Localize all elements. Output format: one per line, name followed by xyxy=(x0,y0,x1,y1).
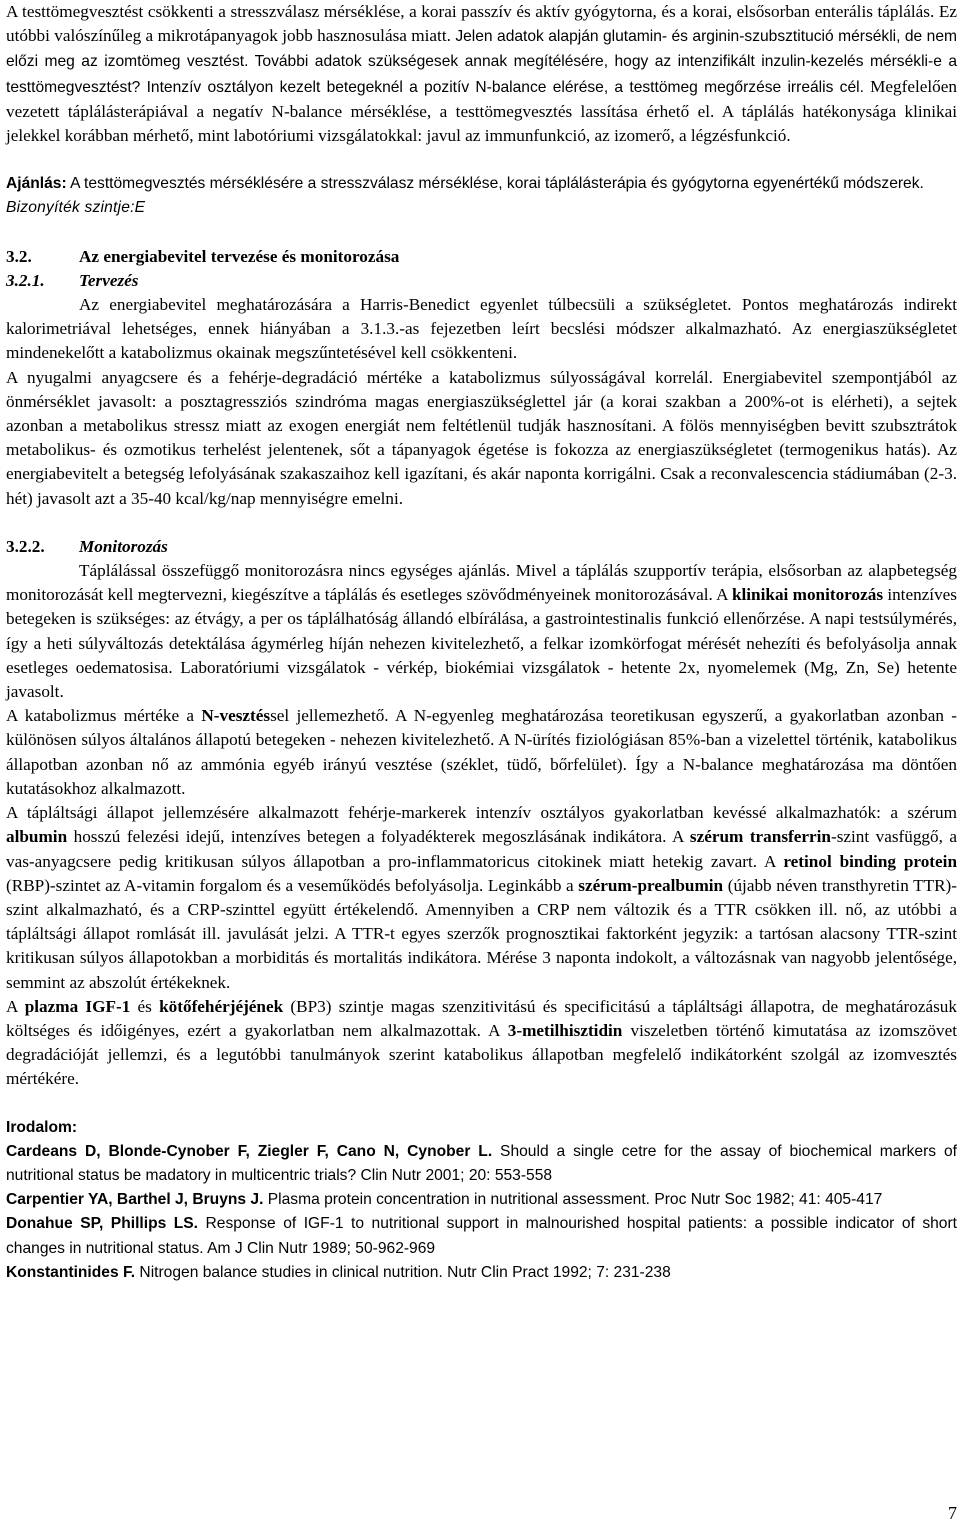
paragraph-planning-2: A nyugalmi anyagcsere és a fehérje-degradáció mértéke a katabolizmus súlyosságával korrelál. Energiabevitel szempontjából az önmérséklet javasolt: a posztagressziós szindróma magas energiaszükséglettel jár (a korai szakban a 200%-ot is elérheti), a sejtek azonban a metabolikus stressz miatt az exogen energiát nem feltétlenül tudják hasznosítani. A fölös mennyiségben bevitt szubsztrátok metabolikus- és ozmotikus terhelést jelentenek, sőt a tápanyagok égetése is fokozza az energiaszükségletet (termogenikus hatás). Az energiabevitelt a betegség lefolyásának szakaszaihoz kell igazítani, és akár naponta korrigálni. Csak a reconvalescencia stádiumában (2-3. hét) javasolt azt a 35-40 kcal/kg/nap mennyiségre emelni. xyxy=(6,367,957,508)
text-run: A xyxy=(6,996,25,1016)
text-run: (újabb néven transthyretin TTR)-szint alkalmazható, és a CRP-szinttel együtt értékelendő. Amennyiben a CRP nem változik és a TTR csökken ill. nő, az utóbbi a tápláltsági állapot romlását ill. javulását jelzi. A TTR-t egyes szerzők prognosztikai faktorként jegyzik: a tartósan alacsony TTR-szint kritikusan súlyos állapotokban a morbiditás és mortalitás indikátora. Mérése 3 naponta indokolt, a változásnak van nagyobb jelentősége, semmint az abszolút értékeknek. xyxy=(6,875,957,992)
text-run: Táplálással összefüggő monitorozásra nincs egységes ajánlás. Mivel a táplálás szupportív terápia, elsősorban az alapbetegség monitorozását kell megtervezni, kiegészítve a táplálás és esetleges szövődményeinek monitorozásával. A xyxy=(6,561,957,605)
text-run: A katabolizmus mértéke a xyxy=(6,706,202,726)
reference-text: Should a single cetre for the assay of biochemical markers of nutritional status be madatory in multicentric trials? Clin Nutr 2001; 20: 553-558 xyxy=(6,1142,957,1184)
bold-term: klinikai monitorozás xyxy=(731,585,884,605)
section-heading-3-2 xyxy=(6,245,957,269)
page-number: 7 xyxy=(948,1503,957,1523)
text-run: A tápláltsági állapot jellemzésére alkalmazott fehérje-markerek intenzív osztályos gyakorlatban kevéssé alkalmazhatók: a szérum xyxy=(6,803,957,823)
references-title: Irodalom: xyxy=(6,1118,78,1136)
section-heading-3-2-1 xyxy=(6,269,957,293)
intro-rest-text: Megfelelően vezetett táplálásterápiával a negatív N-balance mérséklése, a testtömegvesztés lassítása érhető el. A táplálás hatékonysága klinikai jelekkel korábban mérhető, mint labotóriumi vizsgálatokkal: javul az immunfunkció, az izomerő, a légzésfunkció. xyxy=(6,76,957,146)
bold-term: N-vesztés xyxy=(201,706,271,726)
section-number: 3.2. xyxy=(6,246,32,266)
reference-authors: Carpentier YA, Barthel J, Bruyns J. xyxy=(6,1191,264,1209)
text-run: -szint vasfüggő, a vas-anyagcsere pedig kritikusan súlyos állapotban a pro-inflammatoricus citokinek miatt hetekig zavart. A xyxy=(6,827,958,871)
section-number: 3.2.1. xyxy=(6,270,45,290)
bold-term: plazma IGF-1 xyxy=(24,996,131,1016)
text-run: intenzíves betegeken is szükséges: az étvágy, a per os táplálhatóság állandó elbírálása, a gastrointestinalis funkció ellenőrzése. A napi testsúlymérés, így a heti súlyváltozás detektálása ágymérleg híján nehezen kivitelezhető, a felkar izomkörfogat mérését nehezíti és befolyásolja annak esetleges oedematosisa. Laboratóriumi vizsgálatok - vérkép, biokémiai vizsgálatok - hetente 2x, nyomelemek (Mg, Zn, Se) hetente javasolt. xyxy=(6,585,957,702)
intro-paragraph xyxy=(6,0,957,148)
reference-authors: Konstantinides F. xyxy=(6,1263,136,1281)
reference-item xyxy=(6,1188,957,1212)
intro-text: A testtömegvesztést csökkenti a stresszválasz mérséklése, a korai passzív és aktív gyógytorna, és a korai, elsősorban enterális táplálás. Ez utóbbi valószínűleg a mikrotápanyagok jobb hasznosulása miatt. xyxy=(6,2,957,46)
paragraph-monitoring-3 xyxy=(6,801,957,995)
paragraph-monitoring-1 xyxy=(6,559,957,704)
bold-term: kötőfehérjéjének xyxy=(159,996,284,1016)
recommendation xyxy=(6,172,957,196)
reference-item xyxy=(6,1261,957,1285)
document-page xyxy=(6,0,957,1285)
section-title: Monitorozás xyxy=(79,536,168,556)
reference-item xyxy=(6,1140,957,1188)
reference-authors: Cardeans D, Blonde-Cynober F, Ziegler F, Cano N, Cynober L. xyxy=(6,1142,493,1160)
section-number: 3.2.2. xyxy=(6,536,45,556)
reference-text: Response of IGF-1 to nutritional support in malnourished hospital patients: a possible indicator of short changes in nutritional status. Am J Clin Nutr 1989; 50-962-969 xyxy=(6,1215,957,1257)
text-run: hosszú felezési idejű, intenzíves betegen a folyadékterek megoszlásának indikátora. A xyxy=(67,827,690,847)
paragraph-monitoring-2 xyxy=(6,704,957,801)
bold-term: 3-metilhisztidin xyxy=(507,1020,623,1040)
paragraph-planning-1: Az energiabevitel meghatározására a Harris-Benedict egyenlet túlbecsüli a szükségletet. Pontos meghatározás indirekt kalorimetriával lehetséges, ennek hiányában a 3.1.3.-as fejezetben leírt becslési módszer alkalmazható. Az energiaszükségletet mindenekelőtt a katabolizmus okainak megszűntetésével kell csökkenteni. xyxy=(6,295,957,363)
recommendation-text: A testtömegvesztés mérséklésére a stresszválasz mérséklése, korai táplálásterápia és gyógytorna egyenértékű módszerek. xyxy=(66,175,924,193)
text-run: sel jellemezhető. A N-egyenleg meghatározása teoretikusan egyszerű, a gyakorlatban azonban - különösen súlyos általános állapotú betegeken - nehezen kivitelezhető. A N-ürítés fiziológiásan 85%-ban a vizelettel történik, katabolikus állapotban azonban nő az ammónia egyéb irányú vesztése (széklet, tüdő, bőrfelület). Így a N-balance meghatározása ma döntően kutatásokhoz alkalmazott. xyxy=(6,706,957,798)
recommendation-label: Ajánlás: xyxy=(6,175,67,193)
text-run: és xyxy=(130,996,160,1016)
reference-item xyxy=(6,1212,957,1260)
bold-term: szérum-prealbumin xyxy=(578,875,724,895)
paragraph-monitoring-4 xyxy=(6,995,957,1092)
reference-authors: Donahue SP, Phillips LS. xyxy=(6,1215,199,1233)
bold-term: szérum transferrin xyxy=(689,827,831,847)
intro-sans-text: Jelen adatok alapján glutamin- és arginin-szubsztitució mérsékli, de nem előzi meg az izomtömeg vesztést. További adatok szükségesek annak megítélésére, hogy az intenzifikált inzulin-kezelés mérsékli-e a testtömegvesztést? Intenzív osztályon kezelt betegeknél a pozitív N-balance elérése, a testtömeg megőrzése irreális cél. xyxy=(6,28,957,96)
reference-text: Nitrogen balance studies in clinical nutrition. Nutr Clin Pract 1992; 7: 231-238 xyxy=(135,1263,671,1281)
section-title: Az energiabevitel tervezése és monitorozása xyxy=(79,246,400,266)
text-run: (BP3) szintje magas szenzitivitású és specificitású a tápláltsági állapotra, de meghatározásuk költséges és időigényes, ezért a gyakorlatban nem alkalmazottak. A xyxy=(6,996,957,1040)
references xyxy=(6,1116,957,1285)
text-run: (RBP)-szintet az A-vitamin forgalom és a veseműködés befolyásolja. Leginkább a xyxy=(6,875,579,895)
section-title: Tervezés xyxy=(79,270,139,290)
reference-text: Plasma protein concentration in nutritional assessment. Proc Nutr Soc 1982; 41: 405-417 xyxy=(263,1191,883,1209)
text-run: viszeletben történő kimutatása az izomszövet degradációját jellemzi, és a legutóbbi tanulmányok szerint katabolikus állapotban megfelelő indikátorként szolgál az izomvesztés mértékére. xyxy=(6,1020,957,1089)
evidence-level: Bizonyíték szintje:E xyxy=(6,199,146,217)
section-heading-3-2-2 xyxy=(6,535,957,559)
bold-term: retinol binding protein xyxy=(783,851,957,871)
bold-term: albumin xyxy=(6,827,68,847)
